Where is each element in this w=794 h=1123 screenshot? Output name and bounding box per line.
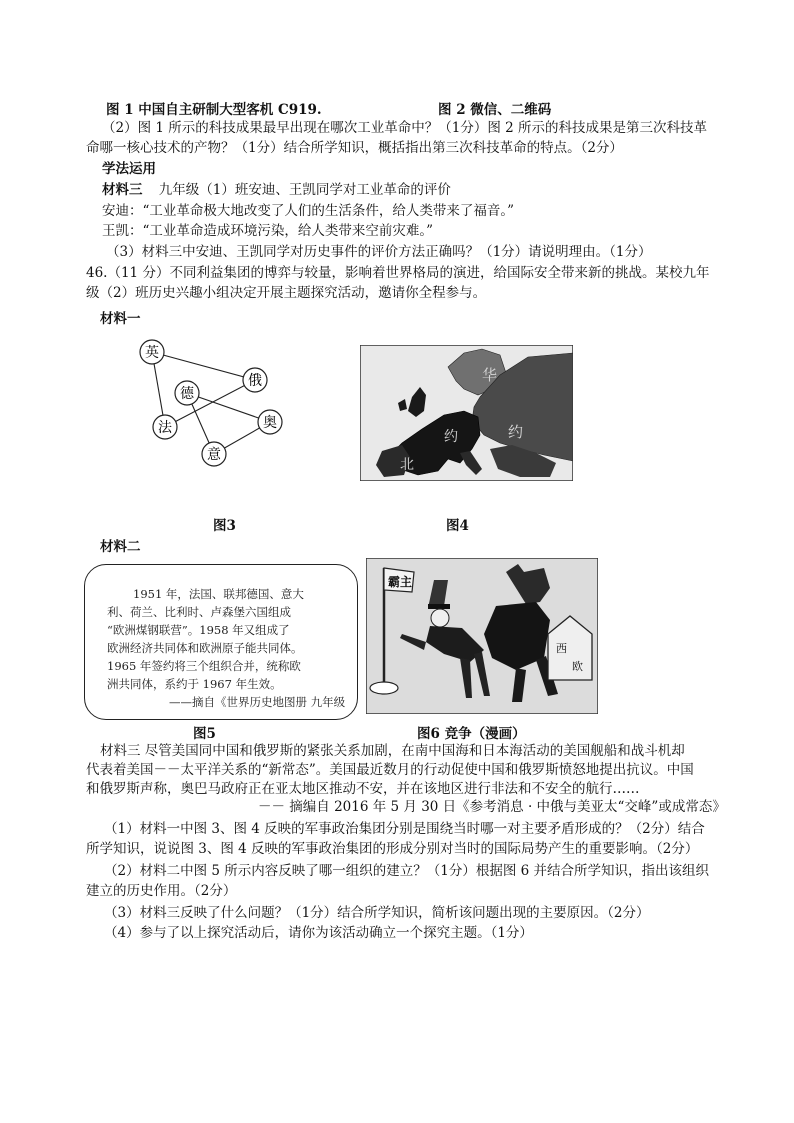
material-3b-line-1: 材料三 尽管美国同中国和俄罗斯的紧张关系加剧，在南中国海和日本海活动的美国舰船和战斗机却 [100, 743, 685, 759]
node-ao [258, 410, 282, 434]
europe-map [360, 345, 573, 481]
box-line-4: 欧洲经济共同体和欧洲原子能共同体。 [107, 641, 303, 655]
box-source: ——摘自《世界历史地图册 九年级 [169, 695, 346, 709]
fig4-caption: 图4 [446, 518, 469, 534]
map-label-yue-east: 约 [508, 423, 524, 441]
box-line-1: 1951 年，法国、联邦德国、意大 [133, 587, 304, 601]
node-ying [140, 340, 164, 364]
flag-label: 霸主 [388, 575, 413, 589]
subquestion-2-line-1: （2）材料二中图 5 所示内容反映了哪一组织的建立？（1分）根据图 6 并结合所学知识，指出该组织 [104, 863, 710, 879]
box-line-2: 利、荷兰、比利时、卢森堡六国组成 [107, 605, 291, 619]
question-2-line-1: （2）图 1 所示的科技成果最早出现在哪次工业革命中？（1分）图 2 所示的科技成果是第三次科技革 [102, 120, 708, 136]
question-46-line-1: 46.（11 分）不同利益集团的博弈与较量，影响着世界格局的演进，给国际安全带来新的挑战。某校九年 [86, 265, 710, 281]
question-2-line-2: 命哪一核心技术的产物？（1分）结合所学知识，概括指出第三次科技革命的特点。（2分） [86, 140, 623, 156]
fig6-caption: 图6 竞争（漫画） [417, 726, 526, 742]
edge-ying-e [152, 352, 255, 380]
flag-base [370, 682, 398, 694]
node-de [175, 381, 199, 405]
box-line-6: 洲共同体，系约于 1967 年生效。 [107, 677, 282, 691]
subquestion-1-line-2: 所学知识，说说图 3、图 4 反映的军事政治集团的形成分别对当时的国际局势产生的重要影响。（2分） [86, 841, 699, 857]
material-3a [102, 180, 451, 200]
andi-quote: 安迪：“工业革命极大地改变了人们的生活条件，给人类带来了福音。” [102, 203, 515, 219]
subquestion-2-line-2: 建立的历史作用。（2分） [86, 883, 237, 899]
svg-text:意: 意 [207, 447, 221, 463]
question-46-line-2: 级（2）班历史兴趣小组决定开展主题探究活动，邀请你全程参与。 [86, 285, 487, 301]
svg-text:英: 英 [145, 345, 159, 361]
material-3a-label: 材料三 [102, 182, 143, 198]
box-line-3: “欧洲煤钢联营”。1958 年又组成了 [107, 623, 290, 637]
svg-text:俄: 俄 [248, 373, 262, 389]
wangkai-quote: 王凯：“工业革命造成环境污染，给人类带来空前灾难。” [102, 223, 434, 239]
svg-text:德: 德 [180, 386, 194, 402]
material-3a-text: 九年级（1）班安迪、王凯同学对工业革命的评价 [158, 182, 451, 198]
map-label-yue-west: 约 [444, 429, 458, 445]
subquestion-4: （4）参与了以上探究活动后，请你为该活动确立一个探究主题。（1分） [104, 925, 533, 941]
fig2-caption: 图 2 微信、二维码 [438, 102, 552, 118]
fig5-caption: 图5 [193, 726, 216, 742]
material-3b-source: －－ 摘编自 2016 年 5 月 30 日《参考消息 · 中俄与美亚太“交峰”或成常态》 [258, 799, 726, 815]
subquestion-3: （3）材料三反映了什么问题？（1分）结合所学知识，简析该问题出现的主要原因。（2分） [104, 905, 650, 921]
subquestion-1-line-1: （1）材料一中图 3、图 4 反映的军事政治集团分别是围绕当时哪一对主要矛盾形成的？（2分）结合 [104, 821, 705, 837]
node-yi [202, 442, 226, 466]
doghouse-label-xi: 西 [556, 642, 567, 655]
svg-text:奥: 奥 [263, 415, 277, 431]
map-label-hua: 华 [482, 366, 498, 384]
edge-de-ao [187, 393, 270, 422]
node-fa [153, 415, 177, 439]
ecsc-textbox [84, 564, 358, 720]
doghouse-label-ou: 欧 [572, 660, 583, 673]
map-label-bei: 北 [400, 457, 414, 473]
competition-cartoon [366, 558, 598, 714]
alliance-diagram [130, 330, 290, 470]
node-e [243, 368, 267, 392]
material-3b-line-3: 和俄罗斯声称，奥巴马政府正在亚太地区推动不安，并在该地区进行非法和不安全的航行…… [86, 781, 640, 797]
svg-text:法: 法 [158, 420, 172, 436]
material-3b-line-2: 代表着美国－－太平洋关系的“新常态”。美国最近数月的行动促使中国和俄罗斯愤怒地提出抗议。中国 [86, 762, 694, 778]
material-1-label: 材料一 [100, 311, 141, 327]
question-3: （3）材料三中安迪、王凯同学对历史事件的评价方法正确吗？（1分）请说明理由。（1分） [106, 244, 652, 260]
fig1-caption: 图 1 中国自主研制大型客机 C919. [106, 102, 322, 118]
fig3-caption: 图3 [213, 518, 236, 534]
material-2-label: 材料二 [100, 539, 141, 555]
method-heading: 学法运用 [102, 161, 156, 177]
box-line-5: 1965 年签约将三个组织合并，统称欧 [107, 659, 301, 673]
